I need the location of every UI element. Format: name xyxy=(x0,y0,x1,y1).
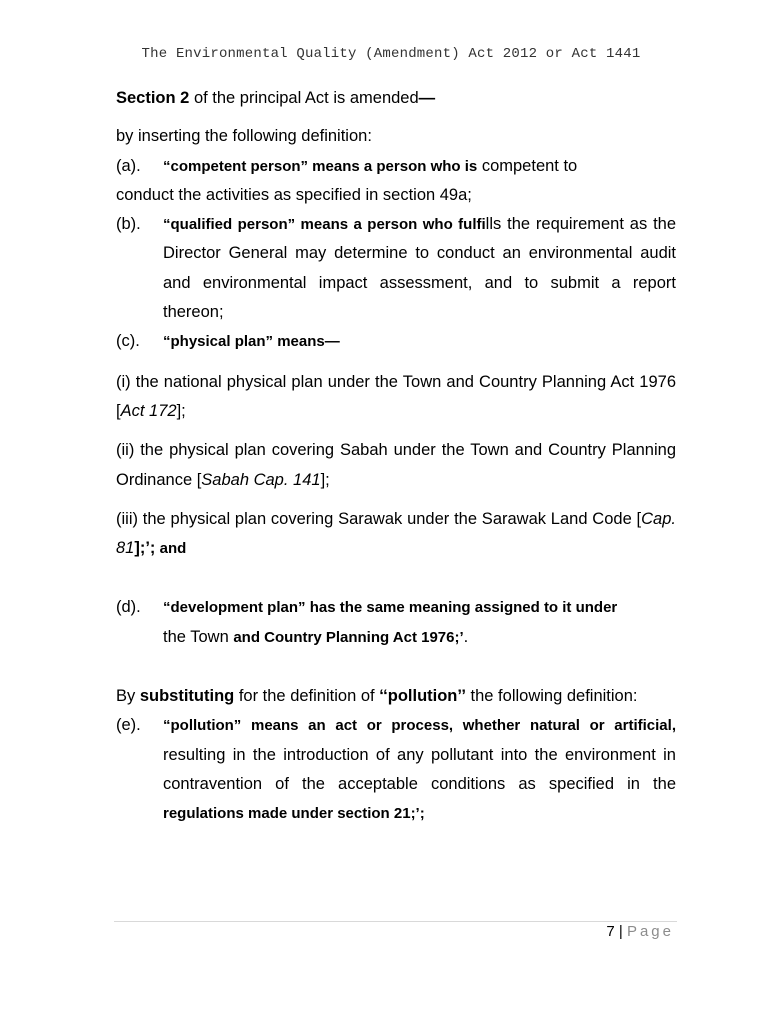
item-label: (c). xyxy=(116,332,140,351)
definition-term: “physical plan” means— xyxy=(163,333,340,351)
definition-text: lls the requirement as the Director General may determine to conduct an environmental audit and environmental impact assessment, and to submit a report thereon; xyxy=(163,215,677,322)
item-label: (e). xyxy=(116,716,141,735)
definition-e: (e). “pollution” means an act or process, whether natural or artificial, resulting in the introduction of any pollutant into the environment in contravention of the acceptable conditions as specified in the regulations made under section 21;’; xyxy=(116,711,676,828)
definition-continuation: the Town and Country Planning Act 1976;’. xyxy=(163,627,469,646)
act-ref: Cap. 81 xyxy=(116,509,676,558)
item-label: (a). xyxy=(116,156,141,175)
subclause-iii: (iii) the physical plan covering Sarawak under the Sarawak Land Code [Cap. 81];’; and xyxy=(116,509,676,558)
item-label: (b). xyxy=(116,215,141,234)
section-ref: Section 2 xyxy=(116,89,190,107)
subclause-i: (i) the national physical plan under the Town and Country Planning Act 1976 [Act 172]; xyxy=(116,372,676,420)
definition-text: resulting in the introduction of any pollutant into the environment in contravention of the acceptable conditions as specified in the xyxy=(163,745,676,793)
item-label: (d). xyxy=(116,598,141,617)
page-label: Page xyxy=(626,923,674,940)
definition-term: “qualified person” means a person who fulfi xyxy=(163,216,486,234)
intro-text: of the principal Act is amended xyxy=(189,89,419,107)
intro-dash: — xyxy=(418,89,436,107)
running-header: The Environmental Quality (Amendment) Act 2012 or Act 1441 xyxy=(141,46,641,62)
definition-term: “pollution” means an act or process, whether natural or artificial, xyxy=(163,717,676,735)
definition-term: “competent person” means a person who is xyxy=(163,157,478,175)
page-number: 7 xyxy=(606,923,615,940)
act-ref: Sabah Cap. 141 xyxy=(201,470,321,489)
definition-continuation: conduct the activities as specified in section 49a; xyxy=(116,185,472,204)
definition-d xyxy=(116,593,676,652)
page-footer xyxy=(606,922,674,942)
definition-a xyxy=(116,152,676,211)
footer-divider xyxy=(114,921,677,922)
act-ref: Act 172 xyxy=(120,401,177,420)
definition-term: “development plan” has the same meaning assigned to it under xyxy=(163,599,618,617)
subclause-ii: (ii) the physical plan covering Sabah under the Town and Country Planning Ordinance [Sabah Cap. 141]; xyxy=(116,441,676,489)
substituting-line: By substituting for the definition of ‘‘pollution’’ the following definition: xyxy=(116,687,638,706)
page-separator: | xyxy=(614,923,627,940)
definition-b xyxy=(116,210,676,327)
definition-text: competent to xyxy=(477,156,578,175)
amendment-intro xyxy=(116,84,676,113)
inserting-line: by inserting the following definition: xyxy=(116,127,372,146)
document-body xyxy=(116,84,676,829)
definition-c xyxy=(116,327,676,356)
